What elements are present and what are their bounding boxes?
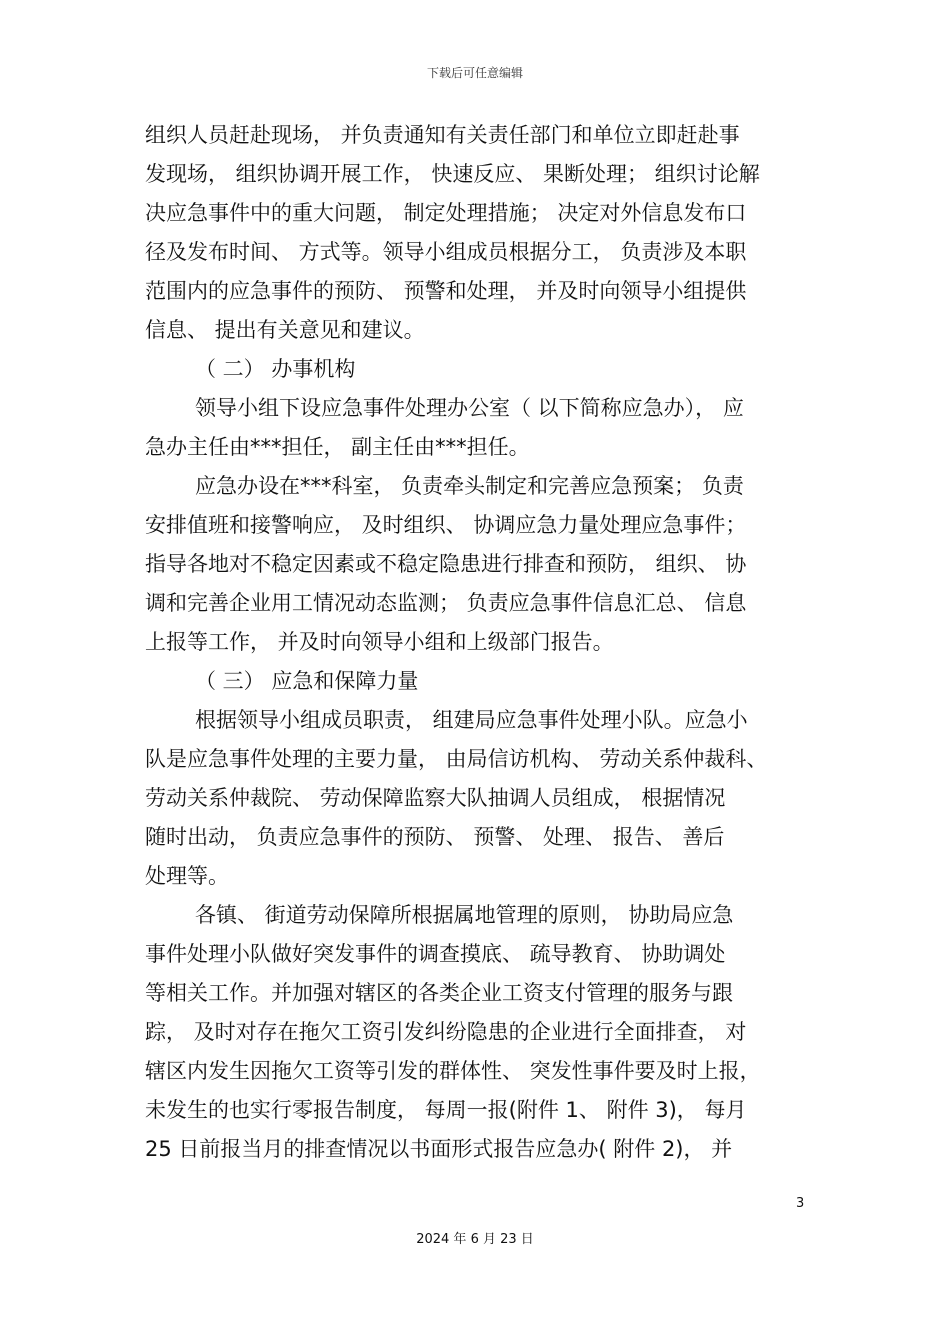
text-line: 劳动关系仲裁院、 劳动保障监察大队抽调人员组成， 根据情况 [145, 786, 726, 810]
section-heading: （ 二） 办事机构 [195, 357, 356, 381]
text-line: 上报等工作， 并及时向领导小组和上级部门报告。 [145, 630, 614, 654]
text-line: 队是应急事件处理的主要力量， 由局信访机构、 劳动关系仲裁科、 [145, 747, 768, 771]
text-line: 应急办设在***科室， 负责牵头制定和完善应急预案； 负责 [195, 474, 744, 498]
page-header: 下载后可任意编辑 [426, 66, 523, 80]
text-line: 踪， 及时对存在拖欠工资引发纠纷隐患的企业进行全面排查， 对 [145, 1020, 747, 1044]
text-line: 决应急事件中的重大问题， 制定处理措施； 决定对外信息发布口 [145, 201, 747, 225]
text-line: 未发生的也实行零报告制度， 每周一报(附件 1、 附件 3)， 每月 [145, 1098, 747, 1122]
text-line: 25 日前报当月的排查情况以书面形式报告应急办( 附件 2)， 并 [145, 1137, 733, 1161]
text-line: 各镇、 街道劳动保障所根据属地管理的原则， 协助局应急 [195, 903, 734, 927]
text-line: 事件处理小队做好突发事件的调查摸底、 疏导教育、 协助调处 [145, 942, 726, 966]
document-body [145, 116, 825, 1169]
text-line: 信息、 提出有关意见和建议。 [145, 318, 425, 342]
text-line: 辖区内发生因拖欠工资等引发的群体性、 突发性事件要及时上报， [145, 1059, 761, 1083]
text-line: 领导小组下设应急事件处理办公室（ 以下简称应急办）， 应 [195, 396, 744, 420]
text-line: 发现场， 组织协调开展工作， 快速反应、 果断处理； 组织讨论解 [145, 162, 760, 186]
text-line: 范围内的应急事件的预防、 预警和处理， 并及时向领导小组提供 [145, 279, 747, 303]
text-line: 急办主任由***担任， 副主任由***担任。 [145, 435, 530, 459]
page-footer-date: 2024 年 6 月 23 日 [416, 1232, 534, 1247]
section-heading: （ 三） 应急和保障力量 [195, 669, 419, 693]
text-line: 组织人员赶赴现场， 并负责通知有关责任部门和单位立即赶赴事 [145, 123, 740, 147]
text-line: 调和完善企业用工情况动态监测； 负责应急事件信息汇总、 信息 [145, 591, 747, 615]
page-number: 3 [796, 1196, 805, 1211]
text-line: 随时出动， 负责应急事件的预防、 预警、 处理、 报告、 善后 [145, 825, 725, 849]
text-line: 安排值班和接警响应， 及时组织、 协调应急力量处理应急事件； [145, 513, 747, 537]
text-line: 径及发布时间、 方式等。领导小组成员根据分工， 负责涉及本职 [145, 240, 747, 264]
text-line: 等相关工作。并加强对辖区的各类企业工资支付管理的服务与跟 [145, 981, 733, 1005]
text-line: 指导各地对不稳定因素或不稳定隐患进行排查和预防， 组织、 协 [145, 552, 747, 576]
text-line: 根据领导小组成员职责， 组建局应急事件处理小队。应急小 [195, 708, 748, 732]
text-line: 处理等。 [145, 864, 229, 888]
